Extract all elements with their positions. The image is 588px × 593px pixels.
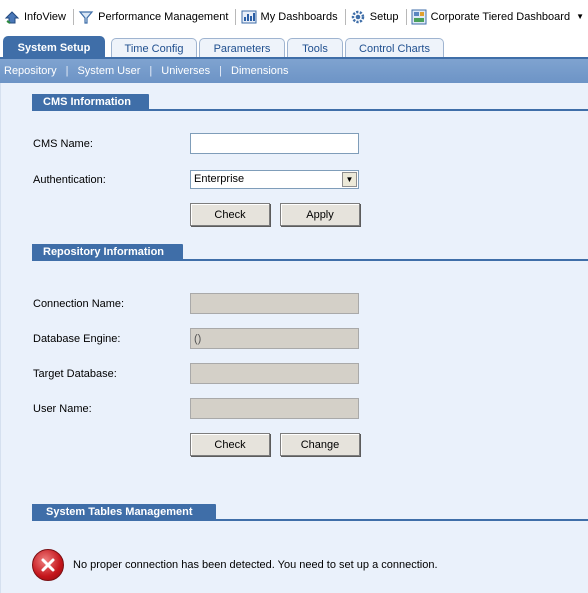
subnav-divider: | (219, 65, 223, 77)
setup-label: Setup (369, 10, 399, 23)
cms-name-input[interactable] (190, 133, 359, 154)
infoview-link[interactable] (4, 6, 70, 28)
cms-apply-button[interactable]: Apply (280, 203, 360, 226)
subnav-universes[interactable]: Universes (161, 65, 211, 77)
chevron-down-icon[interactable]: ▼ (342, 172, 357, 187)
connection-name-label: Connection Name: (33, 298, 125, 310)
cms-name-label: CMS Name: (33, 138, 93, 150)
tab-strip (0, 33, 588, 59)
user-name-field (190, 398, 359, 419)
system-tables-section-header (32, 504, 588, 521)
my-dashboards-label: My Dashboards (260, 10, 338, 23)
connection-name-field (190, 293, 359, 314)
tab-parameters[interactable]: Parameters (199, 38, 285, 59)
system-tables-section-title: System Tables Management (32, 504, 216, 521)
cms-check-button[interactable]: Check (190, 203, 270, 226)
database-engine-field (190, 328, 359, 349)
database-engine-label: Database Engine: (33, 333, 121, 345)
subnav-divider: | (65, 65, 69, 77)
infoview-label: InfoView (24, 10, 66, 23)
corporate-dashboard-label: Corporate Tiered Dashboard (430, 10, 571, 23)
authentication-label: Authentication: (33, 174, 106, 186)
tab-control-charts[interactable]: Control Charts (345, 38, 444, 59)
main-content (0, 83, 588, 593)
tab-time-config[interactable]: Time Config (111, 38, 197, 59)
tab-system-setup[interactable]: System Setup (3, 36, 105, 59)
cms-section-title: CMS Information (32, 94, 149, 111)
repository-section-title: Repository Information (32, 244, 183, 261)
infoview-icon (4, 9, 20, 25)
top-toolbar (0, 0, 588, 33)
corporate-dashboard-menu[interactable] (411, 6, 588, 28)
close-x-icon (39, 556, 57, 574)
setup-link[interactable] (350, 6, 403, 28)
performance-management-label: Performance Management (98, 10, 229, 23)
section-divider (216, 519, 588, 521)
target-database-field (190, 363, 359, 384)
error-message: No proper connection has been detected. You need to set up a connection. (73, 559, 438, 571)
corporate-dashboard-icon (411, 9, 427, 25)
performance-management-link[interactable] (78, 6, 232, 28)
subnav-divider: | (149, 65, 153, 77)
repository-check-button[interactable]: Check (190, 433, 270, 456)
sub-navigation (0, 59, 588, 83)
section-divider (183, 259, 588, 261)
setup-gear-icon (350, 9, 366, 25)
cms-section-header (32, 94, 588, 111)
performance-management-icon (78, 9, 94, 25)
error-icon (32, 549, 64, 581)
chevron-down-icon[interactable]: ▼ (576, 12, 584, 21)
repository-section-header (32, 244, 588, 261)
dashboards-icon (241, 9, 257, 25)
section-divider (149, 109, 588, 111)
subnav-dimensions[interactable]: Dimensions (231, 65, 289, 77)
target-database-label: Target Database: (33, 368, 117, 380)
subnav-repository[interactable]: Repository (4, 65, 57, 77)
subnav-system-user[interactable]: System User (77, 65, 141, 77)
authentication-value: Enterprise (194, 173, 245, 185)
authentication-select[interactable] (190, 170, 359, 189)
my-dashboards-link[interactable] (241, 6, 342, 28)
user-name-label: User Name: (33, 403, 92, 415)
repository-change-button[interactable]: Change (280, 433, 360, 456)
tab-tools[interactable]: Tools (287, 38, 343, 59)
